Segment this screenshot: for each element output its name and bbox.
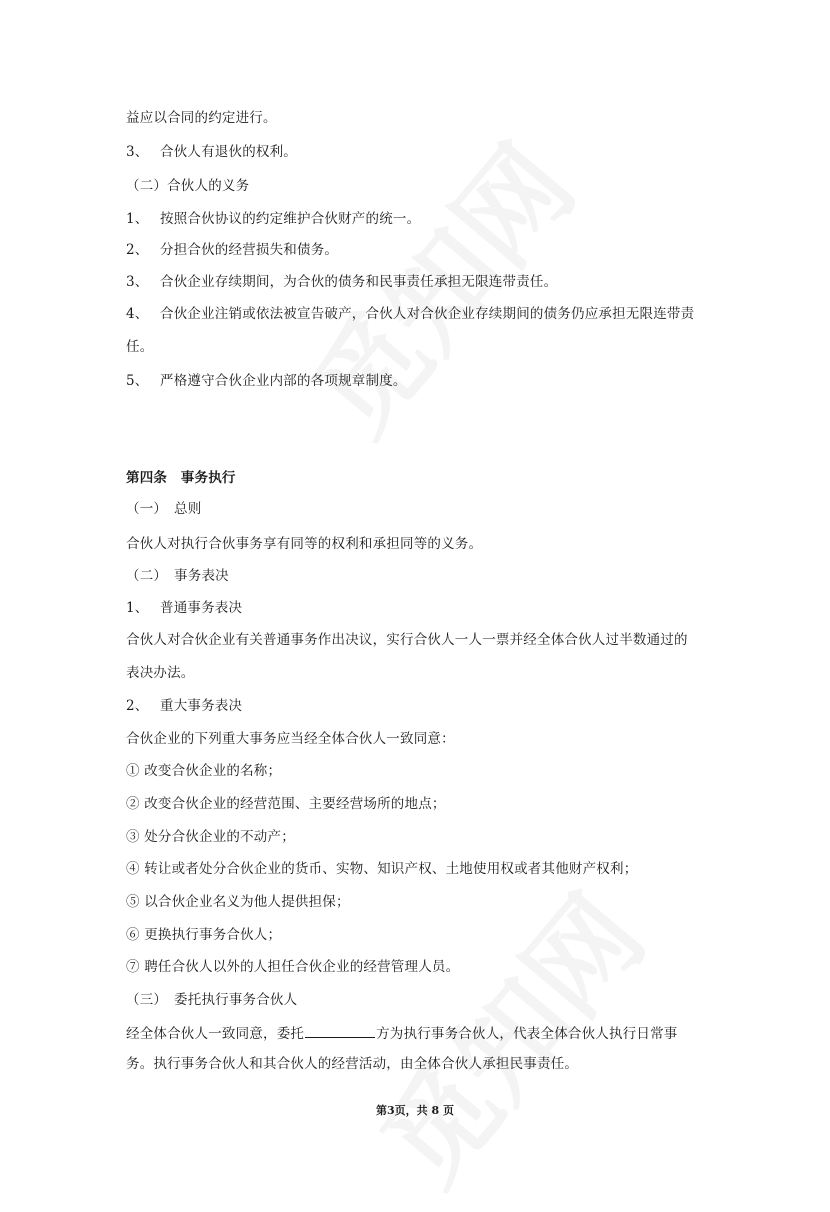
paragraph-line: 合伙企业的下列重大事务应当经全体合伙人一致同意： [126, 731, 455, 747]
paragraph-line: 务。执行事务合伙人和其合伙人的经营活动，由全体合伙人承担民事责任。 [126, 1056, 579, 1072]
list-item: ④ 转让或者处分合伙企业的货币、实物、知识产权、土地使用权或者其他财产权利； [126, 861, 638, 877]
list-item: 3、 合伙企业存续期间，为合伙的债务和民事责任承担无限连带责任。 [126, 274, 558, 290]
paragraph-line: 经全体合伙人一致同意，委托 方为执行事务合伙人，代表全体合伙人执行日常事 [126, 1023, 678, 1043]
list-item: ③ 处分合伙企业的不动产； [126, 829, 295, 845]
fill-in-blank[interactable] [305, 1023, 375, 1038]
paragraph-line: 表决办法。 [126, 665, 195, 681]
list-item: ② 改变合伙企业的经营范围、主要经营场所的地点； [126, 796, 446, 812]
section-heading: （一） 总则 [126, 501, 202, 517]
paragraph-line: 益应以合同的约定进行。 [126, 110, 277, 126]
list-item: 5、 严格遵守合伙企业内部的各项规章制度。 [126, 373, 407, 389]
section-heading: （二） 事务表决 [126, 568, 229, 584]
list-item: ⑥ 更换执行事务合伙人； [126, 927, 282, 943]
paragraph-line: 合伙人对执行合伙事务享有同等的权利和承担同等的义务。 [126, 536, 483, 552]
paragraph-line: 合伙人对合伙企业有关普通事务作出决议，实行合伙人一人一票并经全体合伙人过半数通过的 [126, 632, 688, 648]
list-item: ① 改变合伙企业的名称； [126, 763, 282, 779]
list-item: 2、 分担合伙的经营损失和债务。 [126, 242, 339, 258]
section-heading: （三） 委托执行事务合伙人 [126, 992, 298, 1008]
list-item: 1、 按照合伙协议的约定维护合伙财产的统一。 [126, 211, 421, 227]
list-item: ⑦ 聘任合伙人以外的人担任合伙企业的经营管理人员。 [126, 959, 460, 975]
list-item: 1、 普通事务表决 [126, 600, 243, 616]
list-item: 3、 合伙人有退伙的权利。 [126, 144, 297, 160]
list-item: 2、 重大事务表决 [126, 698, 243, 714]
section-heading: （二）合伙人的义务 [126, 178, 250, 194]
article-heading: 第四条 事务执行 [126, 470, 236, 486]
page-footer: 第3页，共 8 页 [376, 1104, 454, 1117]
list-item: 4、 合伙企业注销或依法被宣告破产，合伙人对合伙企业存续期间的债务仍应承担无限连带责 [126, 306, 695, 322]
list-item: ⑤ 以合伙企业名义为他人提供担保； [126, 894, 350, 910]
paragraph-line: 任。 [126, 339, 154, 355]
